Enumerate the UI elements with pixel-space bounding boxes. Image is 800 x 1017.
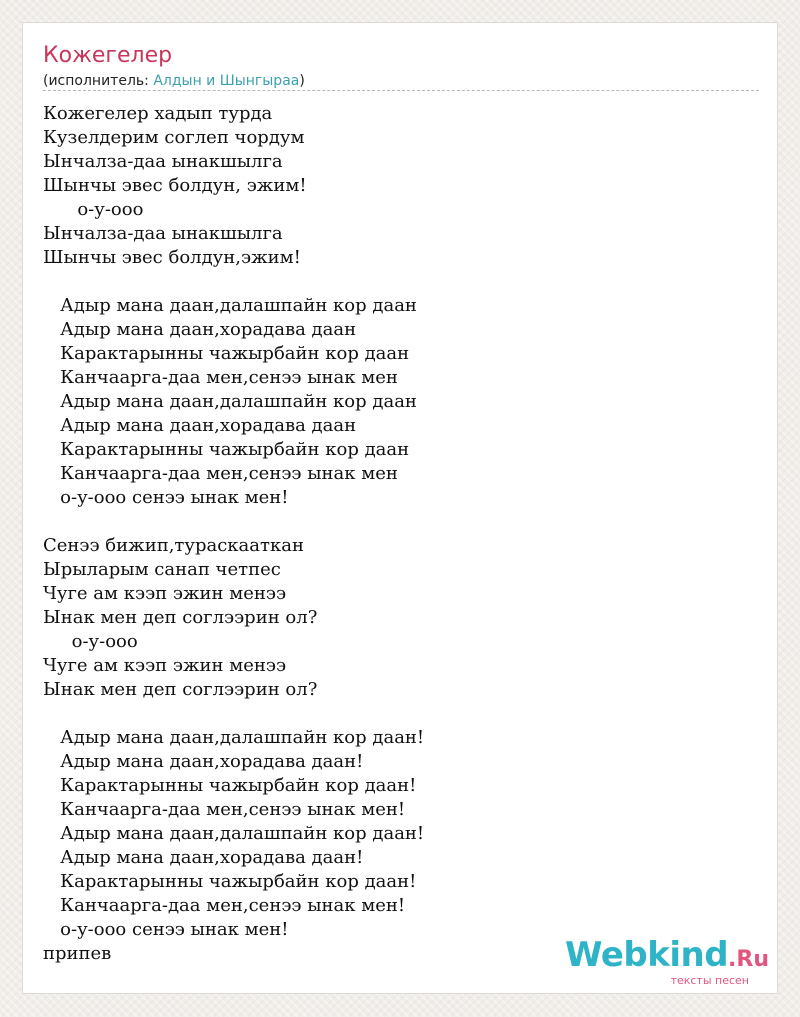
lyric-line: Чуге ам кээп эжин менээ (43, 583, 287, 604)
lyric-line (43, 270, 424, 294)
lyric-line: Карактарынны чажырбайн кор даан! (43, 871, 417, 892)
lyric-line: о-у-ооо сенээ ынак мен! (43, 487, 289, 508)
lyric-line (43, 510, 424, 534)
song-title: Кожегелер (43, 43, 173, 68)
lyric-line: Адыр мана даан,далашпайн кор даан! (43, 727, 425, 748)
webkind-logo-brand: Webkind (565, 935, 729, 975)
lyric-line: Ынчалза-даа ынакшылга (43, 223, 283, 244)
lyric-line: Шынчы эвес болдун,эжим! (43, 247, 301, 268)
lyric-line: Кожегелер хадып турда (43, 103, 273, 124)
webkind-logo (565, 935, 769, 977)
lyric-line: Канчаарга-даа мен,сенээ ынак мен! (43, 799, 406, 820)
lyric-line: Канчаарга-даа мен,сенээ ынак мен! (43, 895, 406, 916)
lyric-line: Адыр мана даан,далашпайн кор даан (43, 391, 417, 412)
lyric-line: Карактарынны чажырбайн кор даан (43, 343, 410, 364)
lyric-line: о-у-ооо (43, 631, 138, 652)
lyric-line: Шынчы эвес болдун, эжим! (43, 175, 307, 196)
lyric-line: Чуге ам кээп эжин менээ (43, 655, 287, 676)
webkind-logo-tld: .Ru (728, 947, 769, 972)
lyric-line: Сенээ бижип,тураскааткан (43, 535, 304, 556)
lyrics-card (22, 22, 778, 994)
webkind-watermark[interactable] (565, 935, 769, 987)
performer-line (43, 71, 305, 91)
lyric-line: Адыр мана даан,далашпайн кор даан (43, 295, 417, 316)
lyric-line: Карактарынны чажырбайн кор даан (43, 439, 410, 460)
lyric-line: Адыр мана даан,далашпайн кор даан! (43, 823, 425, 844)
lyric-line: Ынчалза-даа ынакшылга (43, 151, 283, 172)
performer-link[interactable]: Алдын и Шынгыраа (153, 73, 300, 89)
lyric-line: Кузелдерим соглеп чордум (43, 127, 305, 148)
lyric-line (43, 702, 424, 726)
lyric-line: о-у-ооо (43, 199, 144, 220)
lyric-line: Адыр мана даан,хорадава даан (43, 319, 357, 340)
performer-suffix: ) (299, 73, 305, 89)
performer-prefix: (исполнитель: (43, 73, 154, 89)
lyric-line: Ырыларым санап четпес (43, 559, 281, 580)
lyric-line: о-у-ооо сенээ ынак мен! (43, 919, 289, 940)
lyric-line: припев (43, 943, 112, 964)
header-divider (43, 90, 759, 91)
lyric-line: Ынак мен деп соглээрин ол? (43, 607, 318, 628)
lyric-line: Канчаарга-даа мен,сенээ ынак мен (43, 463, 398, 484)
lyric-line: Ынак мен деп соглээрин ол? (43, 679, 318, 700)
lyric-line: Карактарынны чажырбайн кор даан! (43, 775, 417, 796)
webkind-tagline: тексты песен (670, 974, 749, 987)
lyric-line: Канчаарга-даа мен,сенээ ынак мен (43, 367, 398, 388)
lyrics-text (43, 102, 424, 966)
lyric-line: Адыр мана даан,хорадава даан! (43, 751, 364, 772)
lyric-line: Адыр мана даан,хорадава даан! (43, 847, 364, 868)
lyric-line: Адыр мана даан,хорадава даан (43, 415, 357, 436)
